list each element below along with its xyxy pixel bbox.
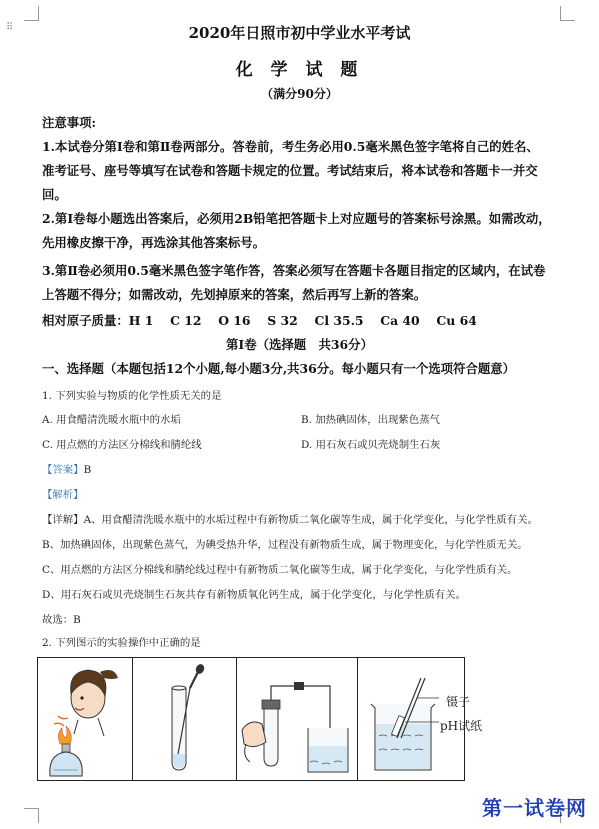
conclusion: 故选：B: [42, 614, 81, 626]
crop-mark-top-left: [24, 6, 39, 21]
notice-line-2: 准考证号、座号等填写在试卷和答题卡规定的位置。考试结束后，将本试卷和答题卡一并交: [42, 163, 538, 178]
detail-b: B、加热碘固体，出现紫色蒸气，为碘受热升华，过程没有新物质生成，属于物理变化，与化学性质无关。: [42, 539, 528, 551]
crop-mark-bottom-left: [24, 808, 39, 823]
notice-line-7: 上答题不得分；如需改动，先划掉原来的答案，然后再写上新的答案。: [42, 287, 427, 302]
q1-option-a: A. 用食醋清洗暖水瓶中的水垢: [42, 414, 181, 426]
notice-line-6: 3.第Ⅱ卷必须用0.5毫米黑色签字笔作答，答案必须写在答题卡各题目指定的区域内，在试卷: [42, 263, 546, 278]
analysis-tag: 【解析】: [42, 489, 84, 501]
airtightness-check-icon: [236, 658, 357, 780]
alcohol-lamp-smelling-icon: [38, 658, 132, 780]
part1-heading: 第Ⅰ卷（选择题 共36分）: [226, 337, 373, 352]
notice-heading: 注意事项:: [42, 115, 97, 130]
drag-handle-icon[interactable]: ⠿: [6, 22, 15, 33]
label-ph-paper: pH试纸: [440, 719, 483, 733]
full-score: （满分90分）: [261, 87, 338, 101]
notice-line-3: 回。: [42, 187, 67, 202]
notice-line-4: 2.第Ⅰ卷每小题选出答案后，必须用2B铅笔把答题卡上对应题号的答案标号涂黑。如需改动，: [42, 211, 551, 226]
detail-c: C、用点燃的方法区分棉线和腈纶线过程中有新物质二氧化碳等生成，属于化学变化，与化学性质有关。: [42, 564, 518, 576]
figure-cell-gas-tightness: [236, 658, 358, 780]
section-heading: 一、选择题（本题包括12个小题,每小题3分,共36分。每小题只有一个选项符合题意）: [42, 361, 516, 376]
q1-answer-line: [42, 461, 91, 476]
question-2-stem: 2. 下列图示的实验操作中正确的是: [42, 637, 201, 649]
exam-title: 2020年日照市初中学业水平考试: [188, 24, 411, 42]
figure-cell-alcohol-lamp: [38, 658, 133, 780]
detail-d: D、用石灰石或贝壳烧制生石灰共存有新物质氧化钙生成，属于化学变化，与化学性质有关。: [42, 589, 466, 601]
exam-subject: 化 学 试 题: [235, 60, 364, 80]
q1-option-b: B. 加热碘固体，出现紫色蒸气: [301, 414, 440, 426]
answer-tag: 【答案】: [42, 464, 84, 476]
label-tweezers: 镊子: [446, 695, 471, 709]
q2-figure-row: [37, 657, 483, 781]
notice-line-1: 1.本试卷分第Ⅰ卷和第Ⅱ卷两部分。答卷前，考生务必用0.5毫米黑色签字笔将自己的姓名、: [42, 139, 539, 154]
test-tube-dropper-icon: [132, 658, 236, 780]
question-1-stem: 1. 下列实验与物质的化学性质无关的是: [42, 390, 222, 402]
site-watermark: 第一试卷网: [482, 796, 587, 820]
detail-line-1: [42, 511, 538, 526]
atomic-mass-line: 相对原子质量：H 1 C 12 O 16 S 32 Cl 35.5 Ca 40 Cu 64: [42, 313, 477, 328]
detail-tag: 【详解】: [42, 514, 84, 526]
detail-a: A、用食醋清洗暖水瓶中的水垢过程中有新物质二氧化碳等生成，属于化学变化，与化学性质有关。: [83, 514, 538, 526]
q1-option-c: C. 用点燃的方法区分棉线和腈纶线: [42, 439, 202, 451]
crop-mark-top-right: [560, 6, 575, 21]
notice-line-5: 先用橡皮擦干净，再选涂其他答案标号。: [42, 235, 266, 250]
figure-cell-test-tube: [132, 658, 237, 780]
answer-value: B: [83, 464, 92, 476]
q1-option-d: D. 用石灰石或贝壳烧制生石灰: [301, 439, 441, 451]
